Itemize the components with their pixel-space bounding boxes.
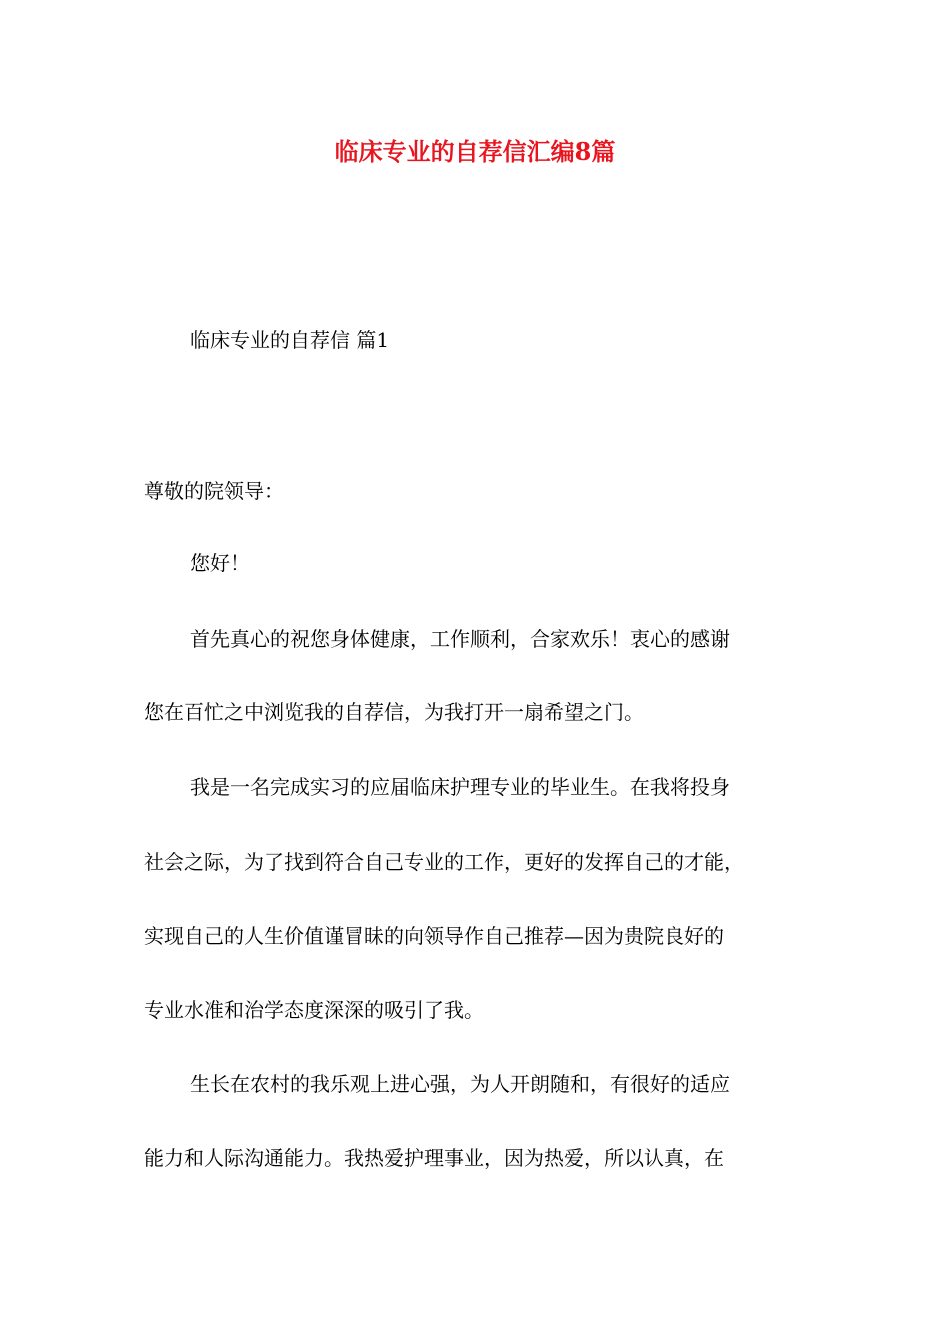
body-line: 生长在农村的我乐观上进心强，为人开朗随和，有很好的适应 [190, 1072, 730, 1096]
greeting: 您好！ [190, 551, 250, 575]
section-heading: 临床专业的自荐信 篇1 [190, 328, 390, 352]
document-title: 临床专业的自荐信汇编8篇 [334, 137, 616, 166]
body-line: 首先真心的祝您身体健康，工作顺利，合家欢乐！衷心的感谢 [190, 627, 730, 651]
body-line: 我是一名完成实习的应届临床护理专业的毕业生。在我将投身 [190, 775, 730, 799]
body-line: 社会之际，为了找到符合自己专业的工作，更好的发挥自己的才能， [144, 850, 744, 874]
body-line: 实现自己的人生价值谨冒昧的向领导作自己推荐—因为贵院良好的 [144, 924, 724, 948]
salutation: 尊敬的院领导： [144, 479, 284, 503]
body-line: 专业水准和治学态度深深的吸引了我。 [144, 998, 484, 1022]
body-line: 您在百忙之中浏览我的自荐信，为我打开一扇希望之门。 [144, 700, 644, 724]
body-line: 能力和人际沟通能力。我热爱护理事业，因为热爱，所以认真，在 [144, 1146, 724, 1170]
